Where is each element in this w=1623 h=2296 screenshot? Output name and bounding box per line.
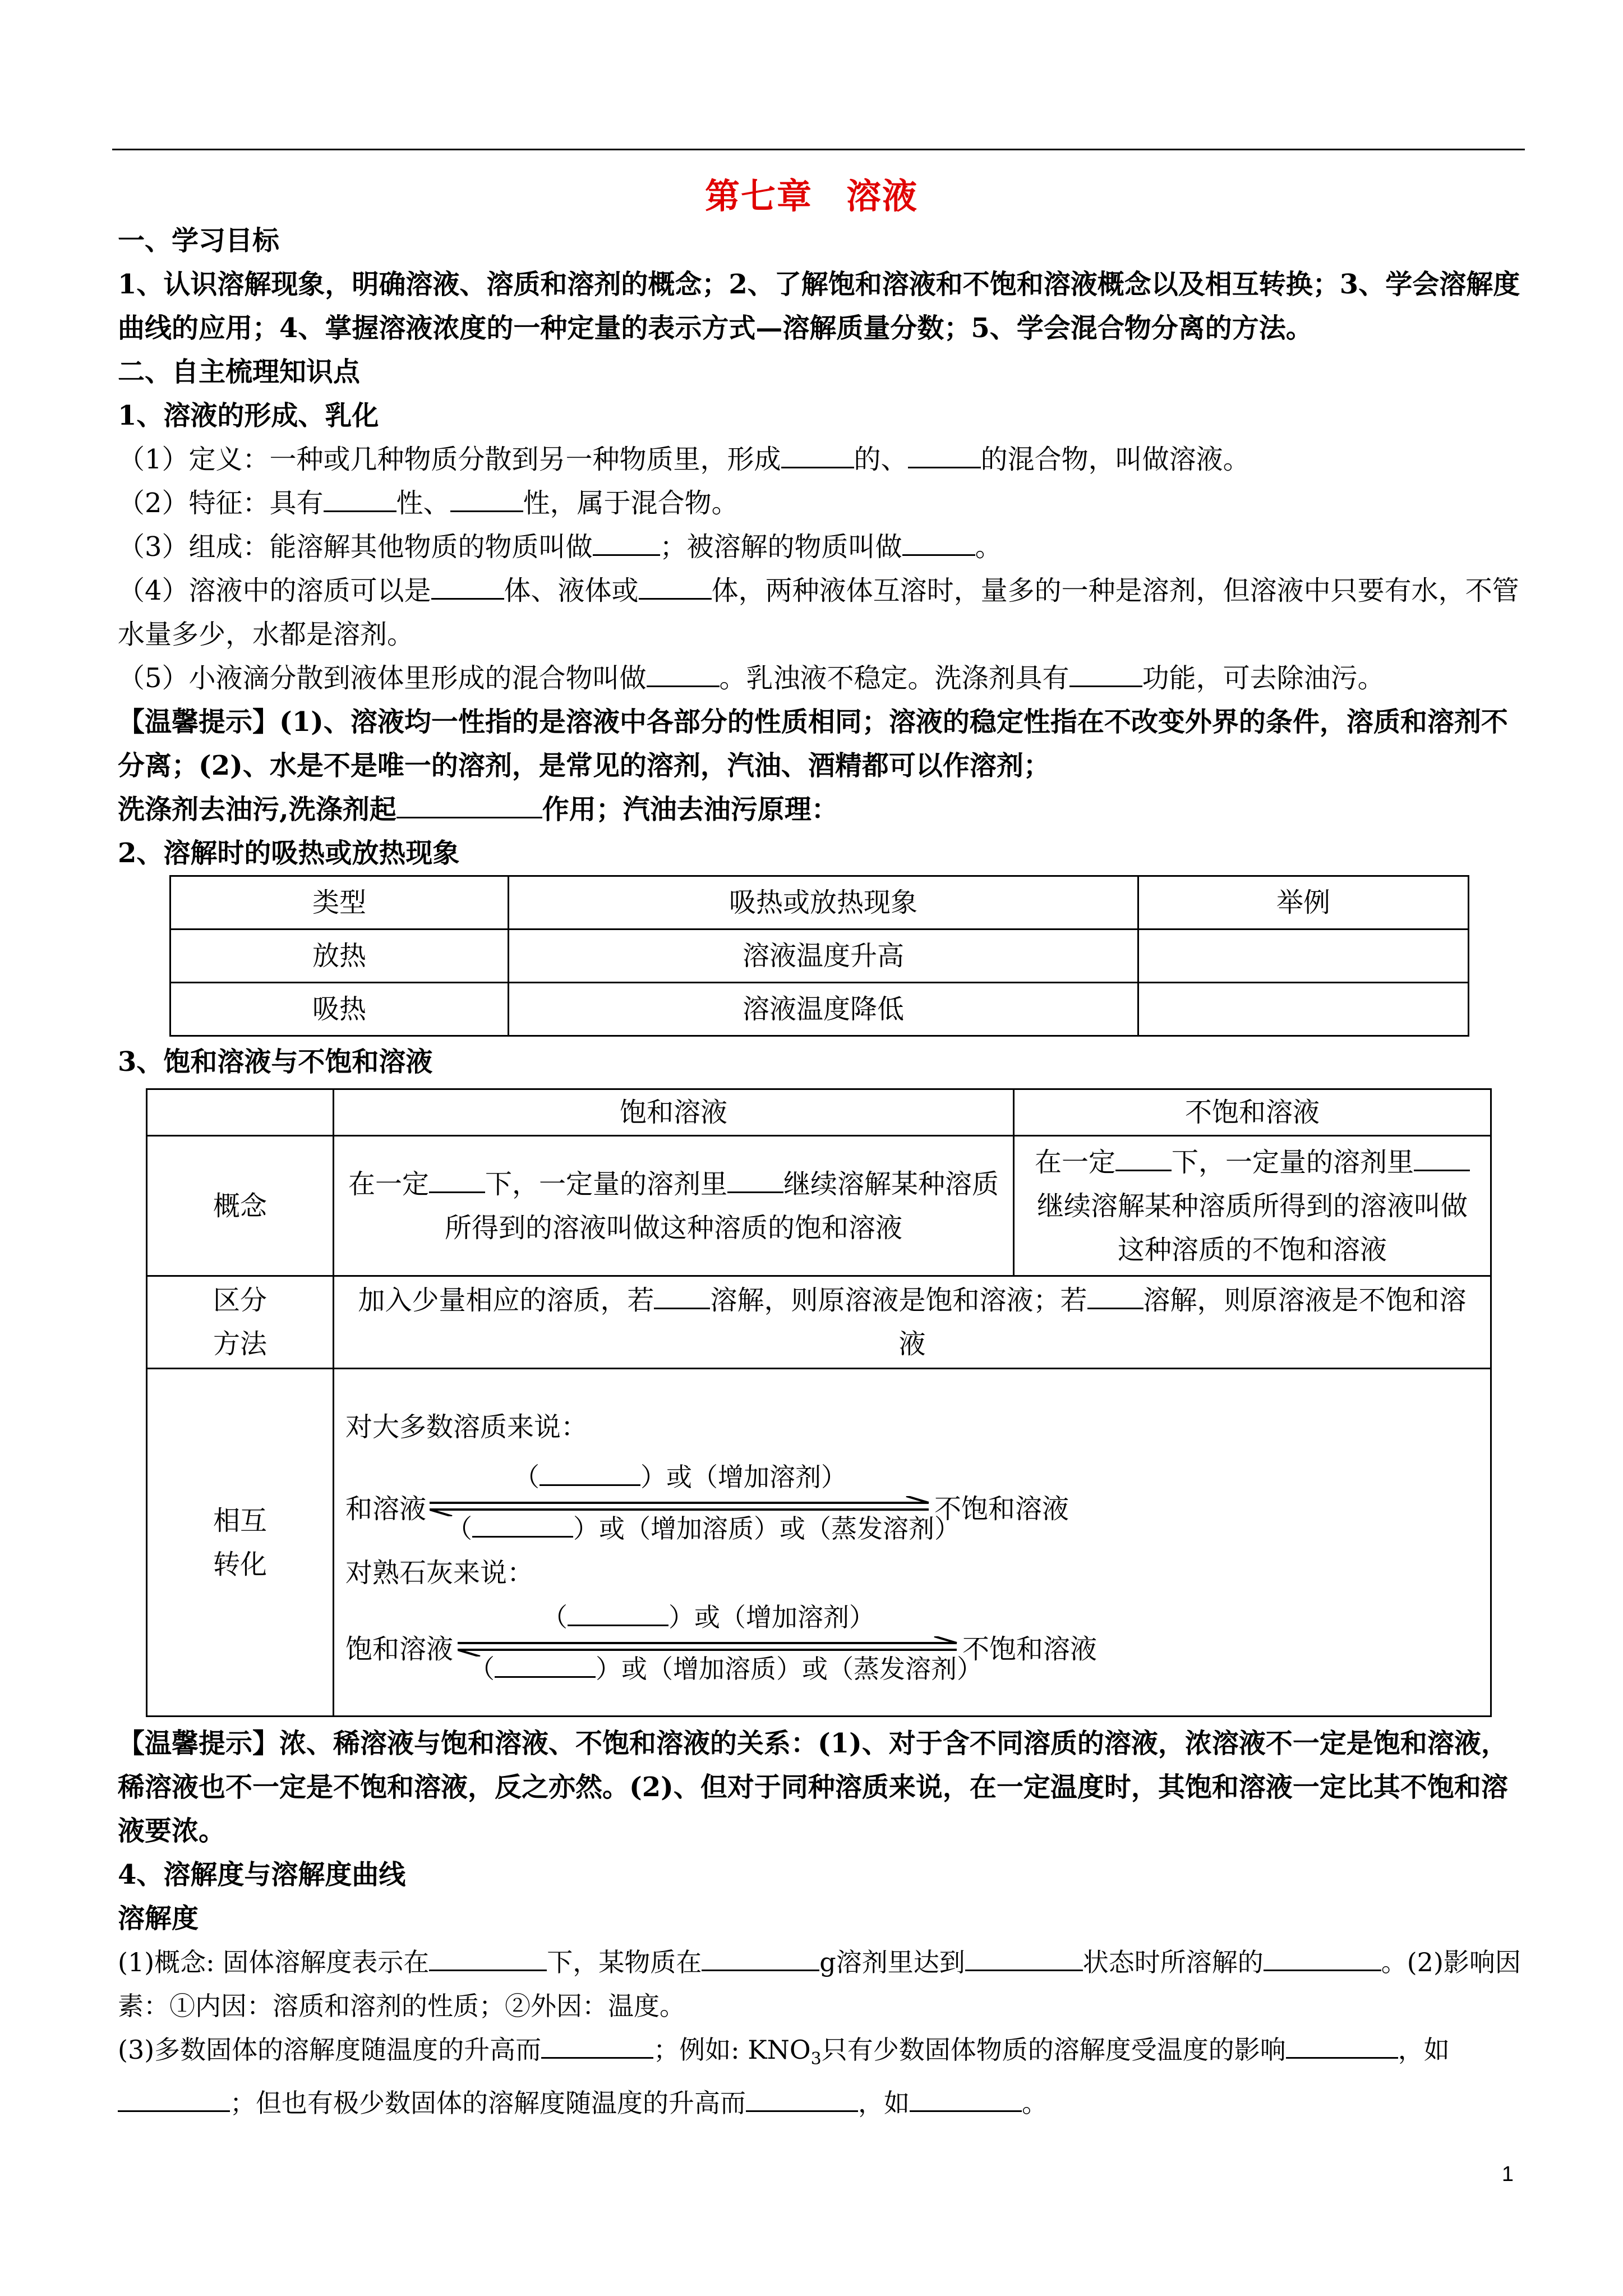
fill-blank[interactable] <box>540 1467 640 1486</box>
fill-blank[interactable] <box>495 1659 596 1678</box>
table-header: 不饱和溶液 <box>1014 1089 1491 1136</box>
page-number: 1 <box>1501 2162 1514 2186</box>
arrow-left-text: 和溶液 <box>345 1493 427 1525</box>
table-cell: 吸热 <box>170 983 509 1036</box>
saturation-table <box>146 1088 1492 1717</box>
table-cell[interactable] <box>1138 983 1469 1036</box>
table-row <box>170 876 1469 930</box>
fill-blank[interactable] <box>396 794 542 818</box>
slaked-lime-label: 对熟石灰来说： <box>345 1557 534 1589</box>
table-row <box>170 983 1469 1036</box>
fill-blank[interactable] <box>902 532 975 556</box>
conversion-label: 相互 转化 <box>147 1369 334 1717</box>
fill-blank[interactable] <box>781 444 854 468</box>
unsaturated-concept: 在一定 下，一定量的溶剂里继续溶解某种溶质所得到的溶液叫做这种溶质的不饱和溶液 <box>1014 1136 1491 1276</box>
heat-table <box>169 875 1469 1037</box>
fill-blank[interactable] <box>568 1608 668 1626</box>
emulsion-line: （5）小液滴分散到液体里形成的混合物叫做 。乳浊液不稳定。洗涤剂具有 功能，可去除油污。 <box>118 662 1385 694</box>
fill-blank[interactable] <box>1286 2035 1398 2059</box>
arrow-right-text: 不饱和溶液 <box>934 1493 1069 1525</box>
fill-blank[interactable] <box>639 576 712 600</box>
most-solutes-label: 对大多数溶质来说： <box>345 1411 588 1443</box>
concept-label: 概念 <box>147 1136 334 1276</box>
fill-blank[interactable] <box>965 1947 1083 1971</box>
table-cell: 溶液温度升高 <box>509 930 1138 983</box>
conversion-diagram-1 <box>345 1460 1479 1544</box>
fill-blank[interactable] <box>702 1947 819 1971</box>
fill-blank[interactable] <box>1264 1947 1381 1971</box>
arrow-bottom-label: （ ）或（增加溶质）或（蒸发溶剂） <box>469 1653 983 1684</box>
arrow-top-label: （ ）或（增加溶剂） <box>514 1461 847 1492</box>
arrow-right-text: 不饱和溶液 <box>962 1633 1098 1665</box>
fill-blank[interactable] <box>1087 1285 1144 1309</box>
fill-blank[interactable] <box>450 488 523 512</box>
table-header: 饱和溶液 <box>334 1089 1014 1136</box>
conversion-diagram-2 <box>345 1600 1479 1684</box>
fill-blank[interactable] <box>593 532 660 556</box>
table-header: 举例 <box>1138 876 1469 930</box>
table-cell[interactable] <box>1138 930 1469 983</box>
table-row <box>147 1276 1491 1369</box>
fill-blank[interactable] <box>472 1519 573 1538</box>
document-body <box>118 219 1525 2125</box>
solute-line: （4）溶液中的溶质可以是 体、液体或 体，两种液体互溶时，量多的一种是溶剂，但溶液中只要有水，不管水量多少，水都是溶剂。 <box>118 575 1519 650</box>
fill-blank[interactable] <box>1115 1147 1172 1171</box>
solubility-temperature: (3)多数固体的溶解度随温度的升高而 ；例如: $KNO_3$只有少数固体物质的溶解度受温度的影响 ，如；但也有极少数固体的溶解度随温度的升高而 ，如 。 <box>118 2035 1450 2119</box>
feature-line: （2）特征：具有 性、 性，属于混合物。 <box>118 487 739 519</box>
table-row <box>147 1369 1491 1717</box>
distinguish-label: 区分 方法 <box>147 1276 334 1369</box>
conversion-cell <box>334 1369 1491 1717</box>
table-header: 类型 <box>170 876 509 930</box>
learning-goals: 1、认识溶解现象，明确溶液、溶质和溶剂的概念；2、了解饱和溶液和不饱和溶液概念以及相互转换；3、学会溶解度曲线的应用；4、掌握溶液浓度的一种定量的表示方式—溶解质量分数；5、学会混合物分离的方法。 <box>118 269 1520 344</box>
table-row <box>147 1136 1491 1276</box>
solubility-heading: 溶解度 <box>118 1903 199 1934</box>
page-title: 第七章 溶液 <box>704 176 919 217</box>
tip-detergent-line: 洗涤剂去油污,洗涤剂起 作用；汽油去油污原理： <box>118 794 838 825</box>
table-row <box>170 930 1469 983</box>
section-heading: 一、学习目标 <box>118 225 280 256</box>
solubility-concept: (1)概念: 固体溶解度表示在 下，某物质在 g溶剂里达到 状态时所溶解的 。(2)影响因素：①内因：溶质和溶剂的性质；②外因：温度。 <box>118 1947 1521 2021</box>
subsection-heading: 4、溶解度与溶解度曲线 <box>118 1859 406 1890</box>
definition-line: （1）定义：一种或几种物质分散到另一种物质里，形成 的、 的混合物，叫做溶液。 <box>118 444 1250 475</box>
fill-blank[interactable] <box>431 576 504 600</box>
fill-blank[interactable] <box>1414 1147 1470 1171</box>
fill-blank[interactable] <box>324 488 396 512</box>
fill-blank[interactable] <box>910 2088 1022 2112</box>
fill-blank[interactable] <box>908 444 981 468</box>
arrow-top-label: （ ）或（增加溶剂） <box>542 1602 875 1632</box>
fill-blank[interactable] <box>1069 663 1142 687</box>
fill-blank[interactable] <box>429 1169 485 1193</box>
tip-paragraph: 【温馨提示】(1)、溶液均一性指的是溶液中各部分的性质相同；溶液的稳定性指在不改变外界的条件，溶质和溶剂不分离；(2)、水是不是唯一的溶剂，是常见的溶剂，汽油、酒精都可以作溶剂； <box>118 706 1508 781</box>
distinguish-method: 加入少量相应的溶质，若 溶解，则原溶液是饱和溶液；若 溶解，则原溶液是不饱和溶液 <box>334 1276 1491 1369</box>
fill-blank[interactable] <box>541 2035 653 2059</box>
saturated-concept: 在一定 下，一定量的溶剂里 继续溶解某种溶质所得到的溶液叫做这种溶质的饱和溶液 <box>334 1136 1014 1276</box>
subsection-heading: 2、溶解时的吸热或放热现象 <box>118 838 460 869</box>
fill-blank[interactable] <box>746 2088 858 2112</box>
arrow-left-text: 饱和溶液 <box>345 1633 454 1665</box>
arrow-bottom-label: （ ）或（增加溶质）或（蒸发溶剂） <box>446 1513 960 1544</box>
fill-blank[interactable] <box>118 2088 230 2112</box>
table-cell: 溶液温度降低 <box>509 983 1138 1036</box>
fill-blank[interactable] <box>429 1947 547 1971</box>
subsection-heading: 3、饱和溶液与不饱和溶液 <box>118 1046 433 1078</box>
section-heading: 二、自主梳理知识点 <box>118 356 361 388</box>
fill-blank[interactable] <box>647 663 720 687</box>
subsection-heading: 1、溶液的形成、乳化 <box>118 400 379 431</box>
fill-blank[interactable] <box>727 1169 783 1193</box>
tip-paragraph: 【温馨提示】浓、稀溶液与饱和溶液、不饱和溶液的关系：(1)、对于含不同溶质的溶液，浓溶液不一定是饱和溶液，稀溶液也不一定是不饱和溶液，反之亦然。(2)、但对于同种溶质来说，在一定温度时，其饱和溶液一定比其不饱和溶液要浓。 <box>118 1728 1508 1847</box>
table-row <box>147 1089 1491 1136</box>
composition-line: （3）组成：能溶解其他物质的物质叫做 ；被溶解的物质叫做 。 <box>118 531 1002 563</box>
table-header <box>147 1089 334 1136</box>
table-cell: 放热 <box>170 930 509 983</box>
table-header: 吸热或放热现象 <box>509 876 1138 930</box>
fill-blank[interactable] <box>654 1285 710 1309</box>
header-rule <box>112 149 1525 150</box>
